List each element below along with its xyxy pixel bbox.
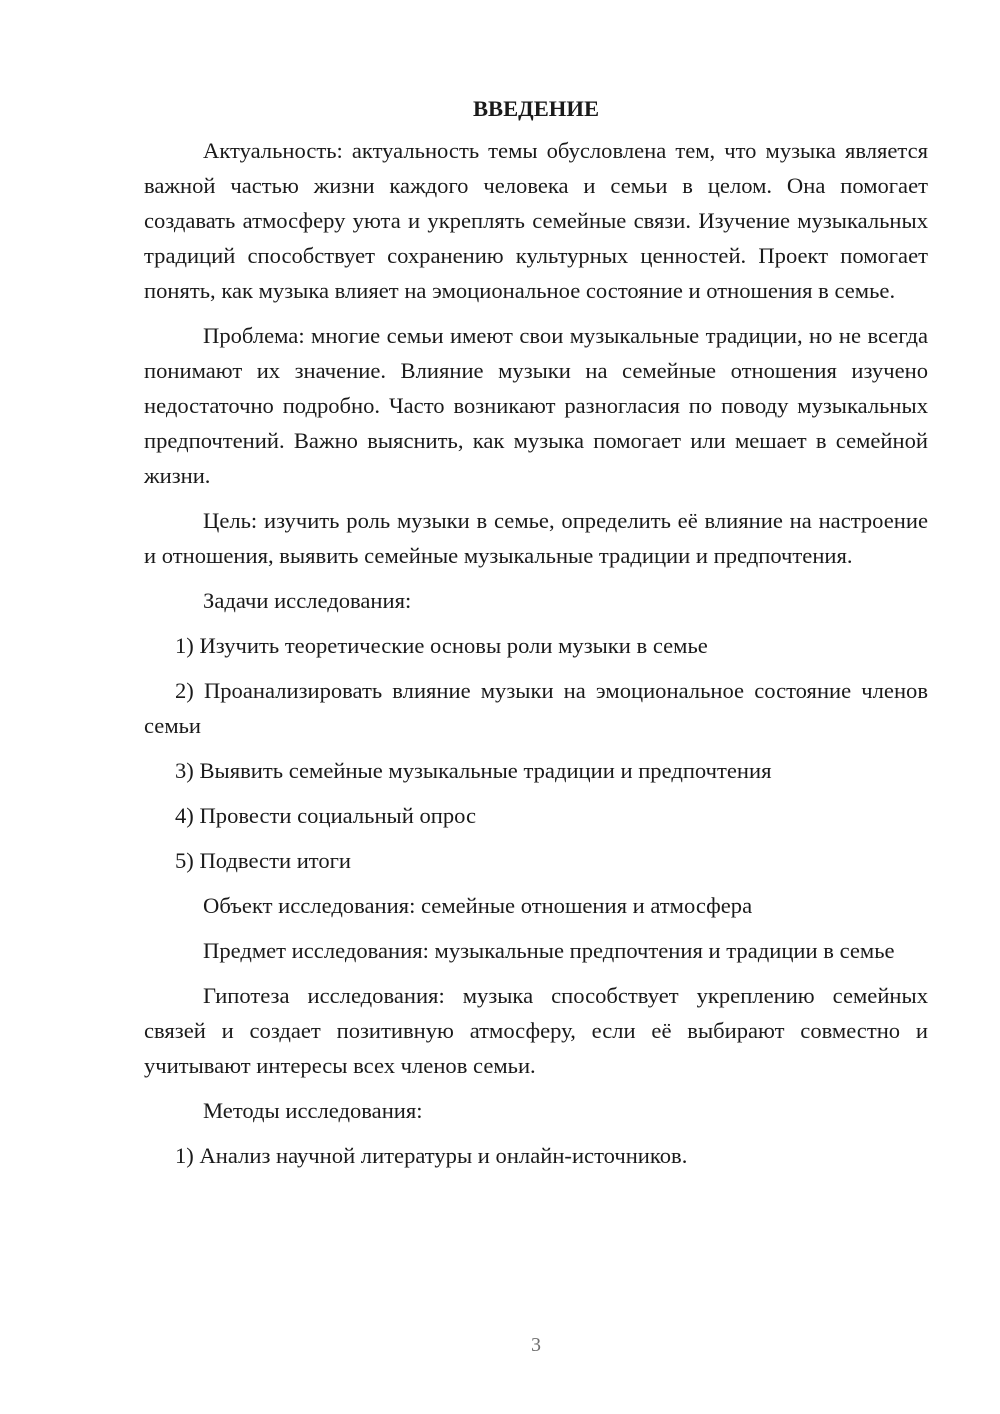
- problem-paragraph: Проблема: многие семьи имеют свои музыкальные традиции, но не всегда понимают их значение. Влияние музыки на семейные отношения изучено недостаточно подробно. Часто возникают разногласия по поводу музыкальных предпочтений. Важно выяснить, как музыка помогает или мешает в семейной жизни.: [144, 323, 928, 488]
- task-item-2: 2) Проанализировать влияние музыки на эмоциональное состояние членов семьи: [144, 678, 928, 738]
- task-item-3: 3) Выявить семейные музыкальные традиции и предпочтения: [175, 758, 772, 783]
- page-number: 3: [531, 1334, 541, 1356]
- relevance-paragraph: Актуальность: актуальность темы обусловлена тем, что музыка является важной частью жизни каждого человека и семьи в целом. Она помогает создавать атмосферу уюта и укреплять семейные связи. Изучение музыкальных традиций способствует сохранению культурных ценностей. Проект помогает понять, как музыка влияет на эмоциональное состояние и отношения в семье.: [144, 138, 928, 303]
- section-title: ВВЕДЕНИЕ: [472, 96, 600, 121]
- hypothesis-paragraph: Гипотеза исследования: музыка способствует укреплению семейных связей и создает позитивную атмосферу, если её выбирают совместно и учитывают интересы всех членов семьи.: [144, 983, 928, 1078]
- document-page: [144, 92, 928, 1183]
- task-item-1: 1) Изучить теоретические основы роли музыки в семье: [175, 633, 708, 658]
- goal-paragraph: Цель: изучить роль музыки в семье, определить её влияние на настроение и отношения, выявить семейные музыкальные традиции и предпочтения.: [144, 508, 928, 568]
- method-item-1: 1) Анализ научной литературы и онлайн-источников.: [175, 1143, 688, 1168]
- task-item-5: 5) Подвести итоги: [175, 848, 352, 873]
- tasks-heading: Задачи исследования:: [203, 588, 412, 613]
- task-item-4: 4) Провести социальный опрос: [175, 803, 477, 828]
- subject-paragraph: Предмет исследования: музыкальные предпочтения и традиции в семье: [203, 938, 895, 963]
- object-paragraph: Объект исследования: семейные отношения и атмосфера: [203, 893, 753, 918]
- methods-heading: Методы исследования:: [203, 1098, 423, 1123]
